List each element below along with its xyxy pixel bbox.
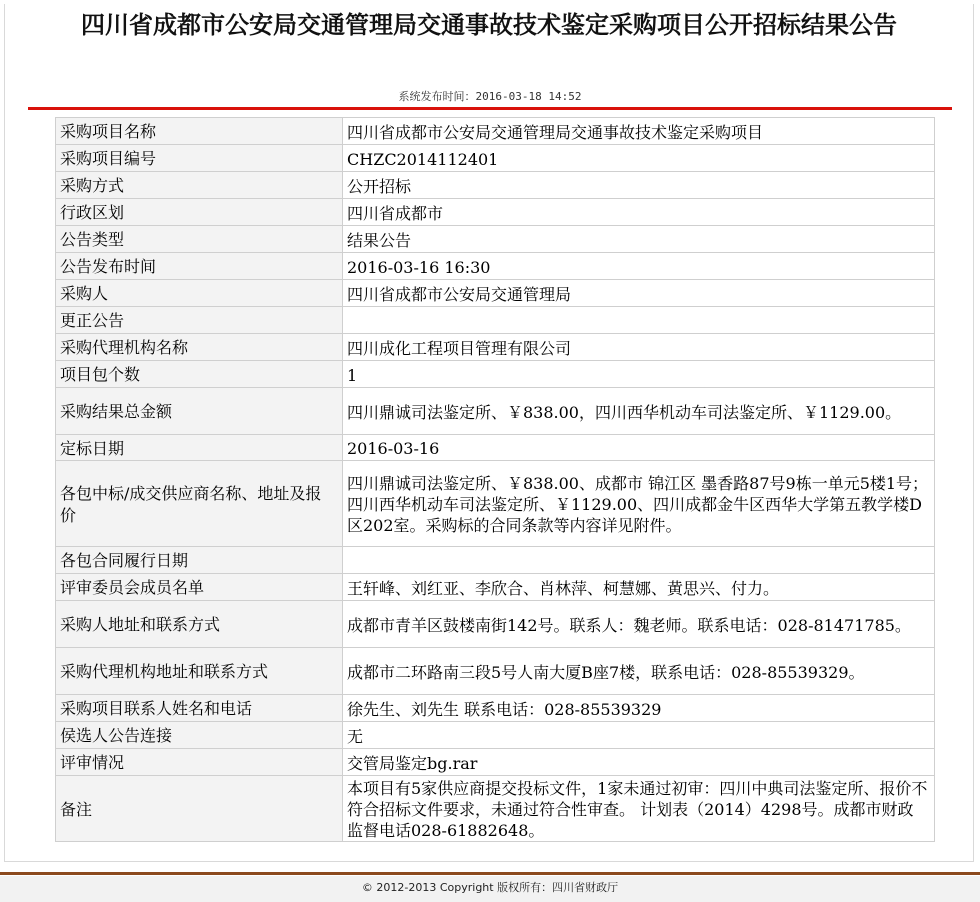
table-row bbox=[56, 461, 935, 547]
table-row bbox=[56, 280, 935, 307]
row-value: 四川省成都市 bbox=[343, 199, 935, 226]
table-row bbox=[56, 334, 935, 361]
row-label: 采购人 bbox=[56, 280, 343, 307]
footer-divider bbox=[0, 872, 980, 875]
table-row bbox=[56, 695, 935, 722]
row-label: 定标日期 bbox=[56, 435, 343, 461]
table-row bbox=[56, 776, 935, 842]
row-label: 评审情况 bbox=[56, 749, 343, 776]
row-value: CHZC2014112401 bbox=[343, 145, 935, 172]
row-value: 无 bbox=[343, 722, 935, 749]
table-row bbox=[56, 435, 935, 461]
table-row bbox=[56, 547, 935, 574]
table-row bbox=[56, 253, 935, 280]
table-row bbox=[56, 648, 935, 695]
row-value: 2016-03-16 bbox=[343, 435, 935, 461]
table-row bbox=[56, 226, 935, 253]
table-row bbox=[56, 145, 935, 172]
row-label: 采购项目编号 bbox=[56, 145, 343, 172]
row-label: 各包合同履行日期 bbox=[56, 547, 343, 574]
table-row bbox=[56, 172, 935, 199]
row-label: 各包中标/成交供应商名称、地址及报价 bbox=[56, 461, 343, 547]
row-value: 四川省成都市公安局交通管理局交通事故技术鉴定采购项目 bbox=[343, 118, 935, 145]
row-value: 四川省成都市公安局交通管理局 bbox=[343, 280, 935, 307]
row-value: 结果公告 bbox=[343, 226, 935, 253]
row-label: 侯选人公告连接 bbox=[56, 722, 343, 749]
row-value: 2016-03-16 16:30 bbox=[343, 253, 935, 280]
row-value bbox=[343, 547, 935, 574]
row-label: 采购代理机构地址和联系方式 bbox=[56, 648, 343, 695]
row-value: 四川鼎诚司法鉴定所、￥838.00，四川西华机动车司法鉴定所、￥1129.00。 bbox=[343, 388, 935, 435]
table-row bbox=[56, 388, 935, 435]
table-row bbox=[56, 307, 935, 334]
table-row bbox=[56, 601, 935, 648]
row-value bbox=[343, 307, 935, 334]
row-label: 公告类型 bbox=[56, 226, 343, 253]
row-label: 采购项目名称 bbox=[56, 118, 343, 145]
table-row bbox=[56, 574, 935, 601]
row-value: 四川鼎诚司法鉴定所、￥838.00、成都市 锦江区 墨香路87号9栋一单元5楼1号；四川西华机动车司法鉴定所、￥1129.00、四川成都金牛区西华大学第五教学楼D区202室。采购标的合同条款等内容详见附件。 bbox=[343, 461, 935, 547]
row-label: 采购人地址和联系方式 bbox=[56, 601, 343, 648]
table-row bbox=[56, 749, 935, 776]
publish-time-label: 系统发布时间： bbox=[398, 90, 476, 103]
table-row bbox=[56, 361, 935, 388]
row-value: 1 bbox=[343, 361, 935, 388]
title-divider bbox=[28, 107, 952, 110]
publish-time-value: 2016-03-18 14:52 bbox=[475, 90, 582, 103]
row-label: 评审委员会成员名单 bbox=[56, 574, 343, 601]
row-value: 成都市青羊区鼓楼南街142号。联系人：魏老师。联系电话：028-81471785。 bbox=[343, 601, 935, 648]
row-value: 成都市二环路南三段5号人南大厦B座7楼，联系电话：028-85539329。 bbox=[343, 648, 935, 695]
row-label: 采购结果总金额 bbox=[56, 388, 343, 435]
row-label: 更正公告 bbox=[56, 307, 343, 334]
row-value: 交管局鉴定bg.rar bbox=[343, 749, 935, 776]
row-label: 采购方式 bbox=[56, 172, 343, 199]
row-label: 采购代理机构名称 bbox=[56, 334, 343, 361]
table-row bbox=[56, 118, 935, 145]
announcement-table bbox=[55, 117, 935, 842]
row-label: 备注 bbox=[56, 776, 343, 842]
row-label: 采购项目联系人姓名和电话 bbox=[56, 695, 343, 722]
row-label: 行政区划 bbox=[56, 199, 343, 226]
row-value: 本项目有5家供应商提交投标文件，1家未通过初审：四川中典司法鉴定所、报价不符合招标文件要求，未通过符合性审查。 计划表（2014）4298号。成都市财政监督电话028-61882648。 bbox=[343, 776, 935, 842]
row-value: 徐先生、刘先生 联系电话：028-85539329 bbox=[343, 695, 935, 722]
row-value: 公开招标 bbox=[343, 172, 935, 199]
footer-copyright: © 2012-2013 Copyright 版权所有：四川省财政厅 bbox=[0, 876, 980, 902]
row-label: 项目包个数 bbox=[56, 361, 343, 388]
row-label: 公告发布时间 bbox=[56, 253, 343, 280]
publish-time bbox=[0, 88, 980, 104]
row-value: 王轩峰、刘红亚、李欣合、肖林萍、柯慧娜、黄思兴、付力。 bbox=[343, 574, 935, 601]
table-row bbox=[56, 199, 935, 226]
table-row bbox=[56, 722, 935, 749]
page-title: 四川省成都市公安局交通管理局交通事故技术鉴定采购项目公开招标结果公告 bbox=[81, 11, 897, 39]
row-value: 四川成化工程项目管理有限公司 bbox=[343, 334, 935, 361]
